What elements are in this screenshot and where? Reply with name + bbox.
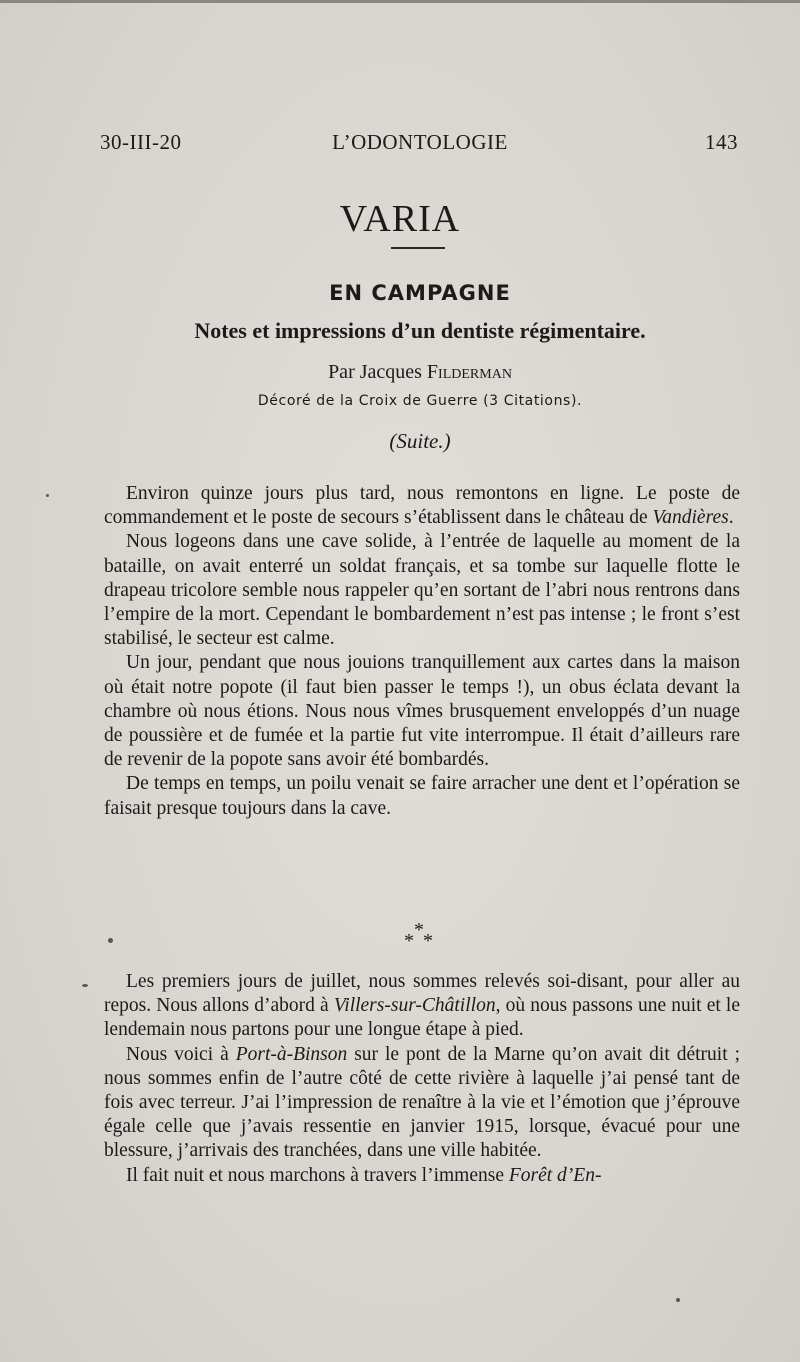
paragraph: Nous voici à Port-à-Binson sur le pont de la Marne qu’on avait dit détruit ; nous sommes enfin de l’autre côté de cette rivière à laquelle j’ai pensé tant de fois avec terreur. J’ai l’impression de renaître à la vie et l’émotion que j’éprouve égale celle que j’avais ressentie en janvier 1915, lorsque, évacué pour une blessure, j’arrivais des tranchées, dans une ville habitée. (104, 1043, 740, 1162)
paragraph: Il fait nuit et nous marchons à travers l’immense Forêt d’En- (126, 1164, 602, 1186)
paragraph: Les premiers jours de juillet, nous sommes relevés soi-disant, pour aller au repos. Nous allons d’abord à Villers-sur-Châtillon, où nous passons une nuit et le lendemain nous partons pour une longue étape à pied. (104, 971, 740, 1041)
paragraph: Un jour, pendant que nous jouions tranquillement aux cartes dans la maison où était notre popote (il faut bien passer le temps !), un obus éclata devant la chambre où nous étions. Nous nous vîmes brusquement enveloppés d’un nuage de poussière et de fumée et la partie fut vite interrompue. Il était d’ailleurs rare de revenir de la popote sans avoir été bombardés. (104, 652, 740, 771)
paper-speck (46, 494, 49, 497)
author-decoration: Décoré de la Croix de Guerre (3 Citations). (257, 393, 583, 409)
author-name: Filderman (426, 361, 512, 383)
header-journal-title: L’ODONTOLOGIE (332, 130, 508, 154)
paragraph: Environ quinze jours plus tard, nous remontons en ligne. Le poste de commandement et le poste de secours s’établissent dans le château de Vandières. (104, 483, 740, 529)
continued-note: (Suite.) (389, 429, 451, 453)
body-text-part-2 (104, 970, 740, 1188)
body-text-part-1 (104, 482, 740, 821)
article-subtitle: Notes et impressions d’un dentiste régimentaire. (194, 318, 646, 343)
paper-speck (108, 938, 113, 943)
paragraph: De temps en temps, un poilu venait se faire arracher une dent et l’opération se faisait presque toujours dans la cave. (104, 773, 740, 819)
paper-speck (676, 1298, 680, 1302)
byline (0, 361, 800, 384)
section-title: VARIA (339, 198, 461, 240)
header-date: 30-III-20 (100, 130, 182, 154)
article-title: EN CAMPAGNE (329, 281, 511, 305)
paragraph: Nous logeons dans une cave solide, à l’entrée de laquelle au moment de la bataille, on avait enterré un soldat français, et sa tombe sur laquelle flotte le drapeau tricolore semble nous rappeler qu’en sortant de l’abri nous rentrons dans l’empire de la mort. Cependant le bombardement n’est pas intense ; le front s’est stabilisé, le secteur est calme. (104, 531, 740, 650)
page-top-edge (0, 0, 800, 3)
byline-prefix: Par Jacques (328, 361, 427, 383)
asterism-separator: * * * (404, 919, 433, 952)
paper-speck (82, 984, 88, 987)
header-page-number: 143 (705, 130, 738, 154)
running-header (100, 130, 740, 164)
title-rule (391, 247, 445, 249)
